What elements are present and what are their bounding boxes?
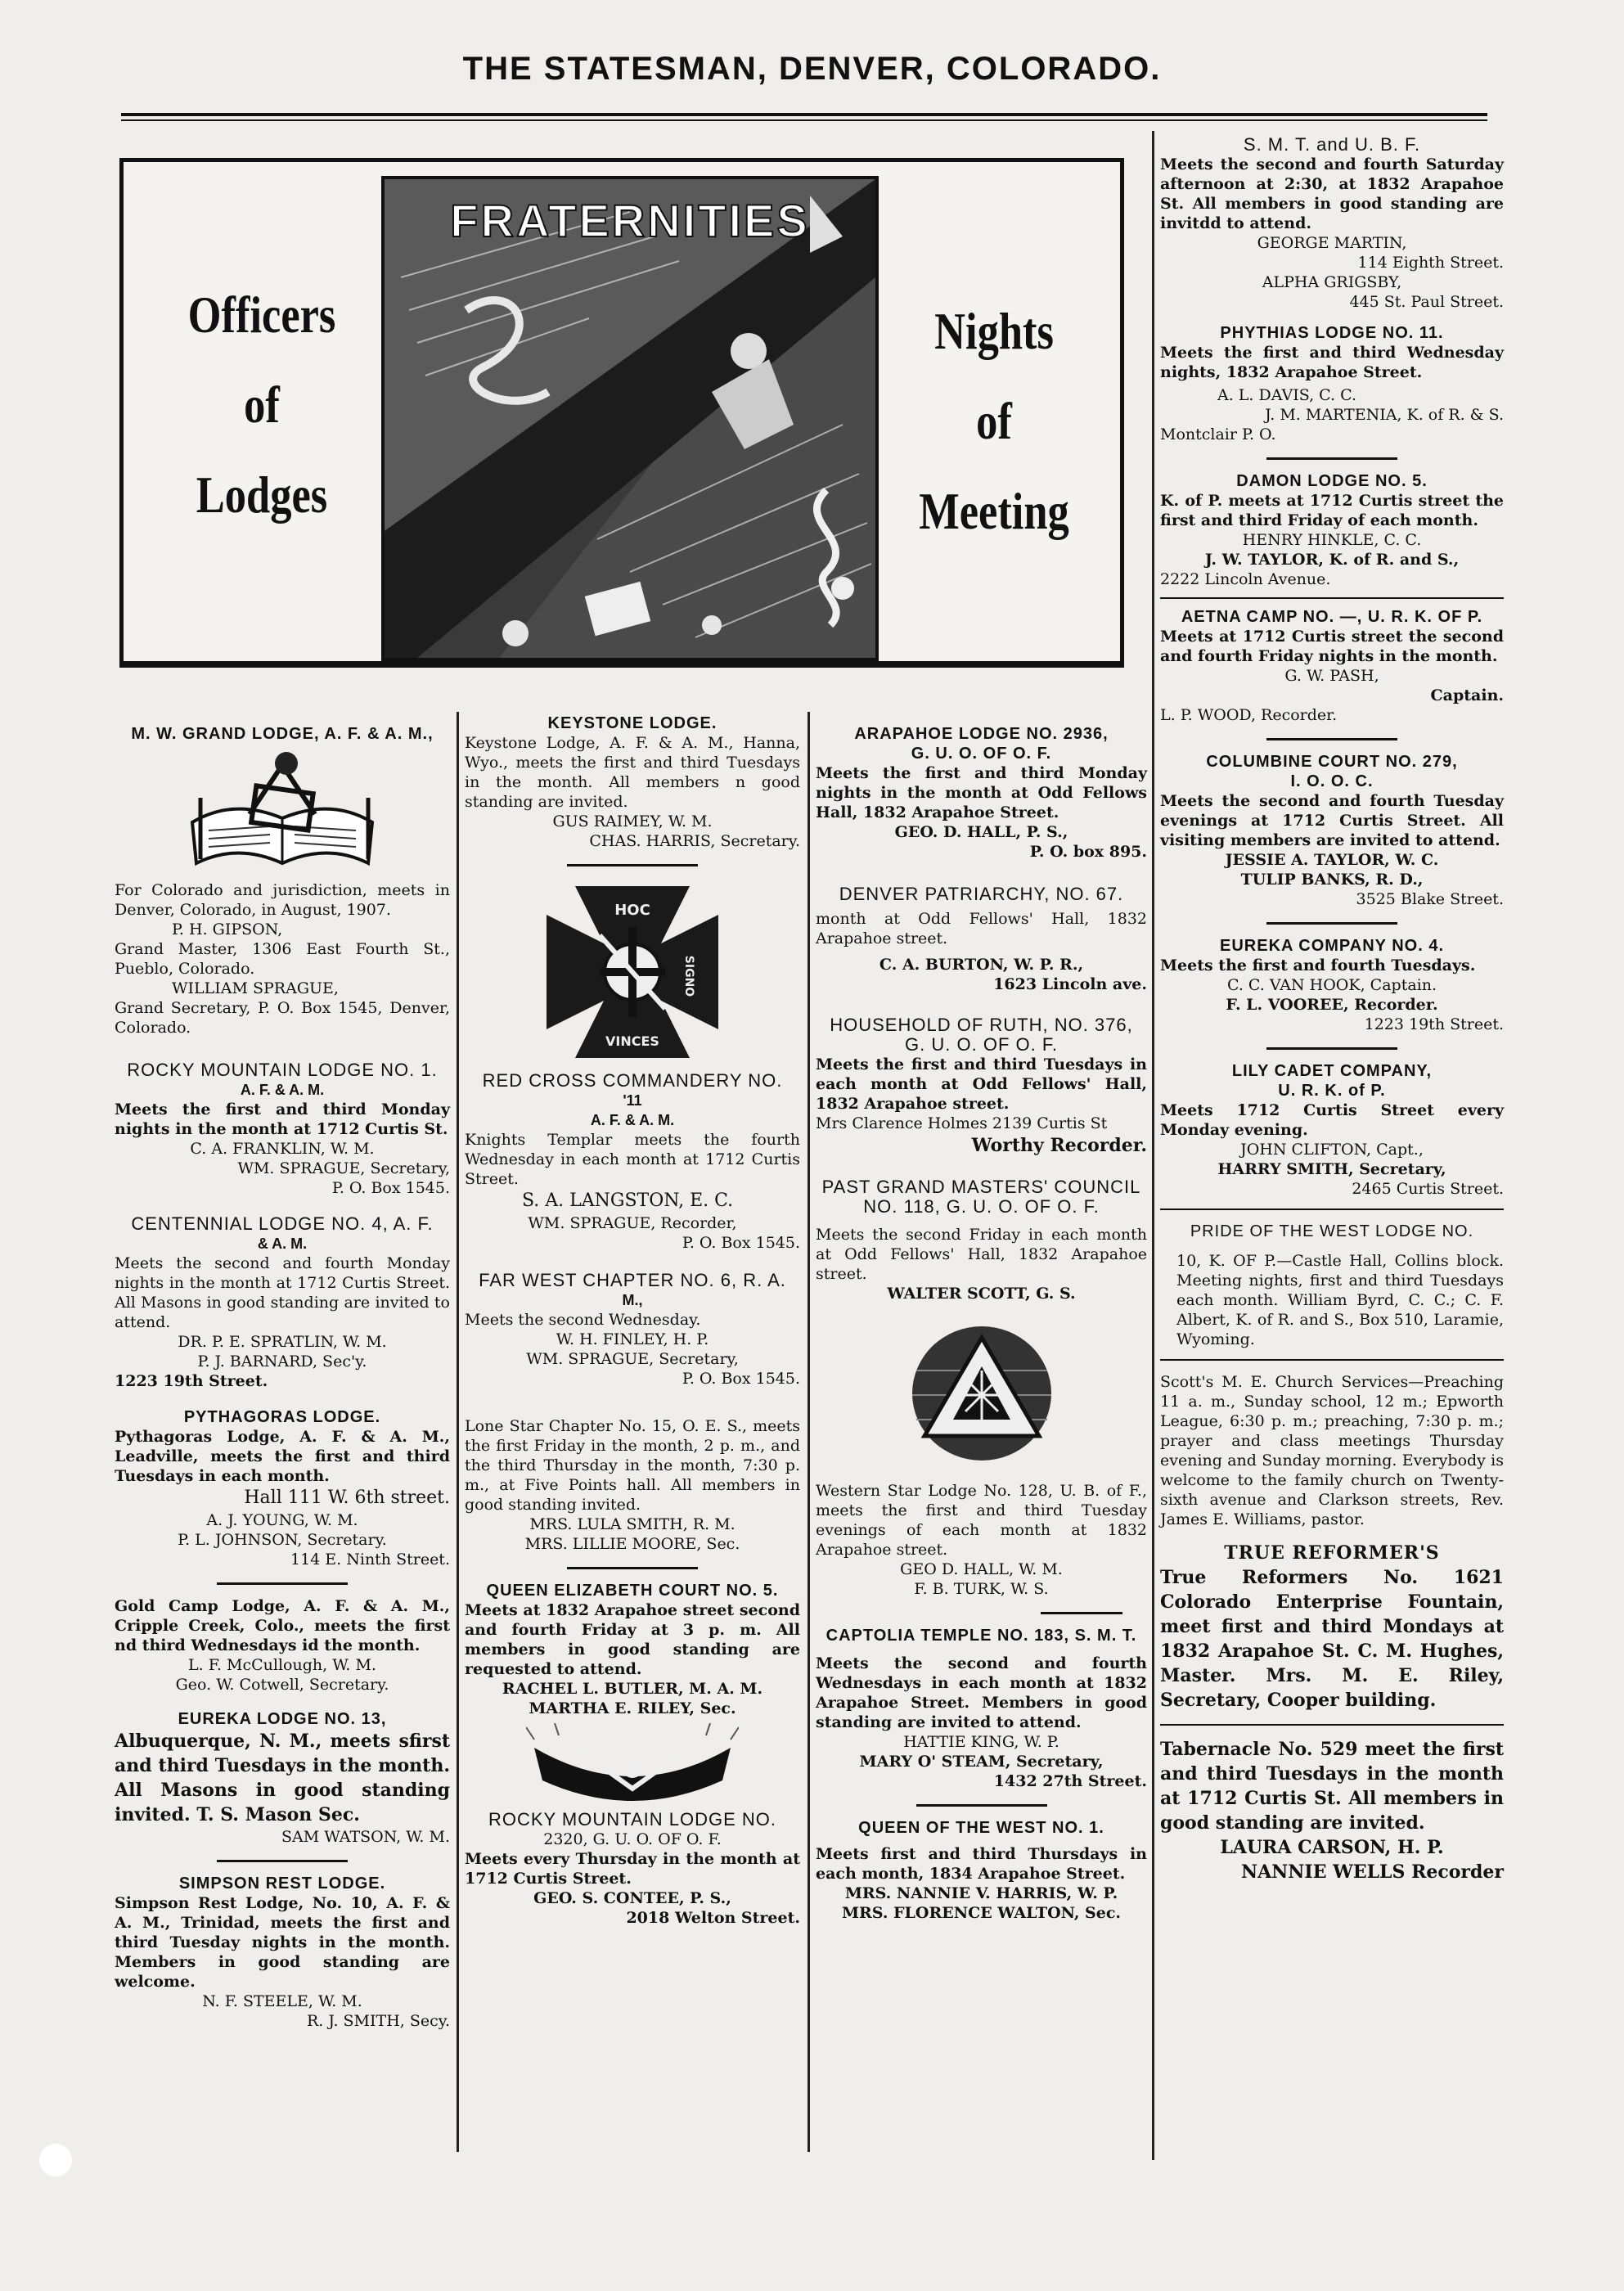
masthead: THE STATESMAN, DENVER, COLORADO. (462, 51, 1162, 87)
aetna-sig-3: L. P. WOOD, Recorder. (1160, 706, 1338, 724)
column-2 (465, 713, 800, 1928)
banner-left-line-2: of (244, 376, 280, 434)
eureka-lodge-body: Albuquerque, N. M., meets sfirst and third Tuesdays in the month. All Masons in good standing invited. T. S. Mason Sec. (115, 1731, 450, 1825)
pythagoras-sig-4: 114 E. Ninth Street. (290, 1551, 450, 1569)
separator (1266, 1047, 1397, 1050)
emblem-top-text: HOC (614, 902, 650, 919)
rocky-mountain-sig-1: C. A. FRANKLIN, W. M. (190, 1140, 375, 1158)
columbine-sig-1: JESSIE A. TAYLOR, W. C. (1225, 851, 1439, 869)
section-rule (1160, 597, 1504, 599)
red-cross-sig-3: P. O. Box 1545. (682, 1234, 800, 1252)
damon-sig-2: J. W. TAYLOR, K. of R. and S., (1204, 551, 1460, 569)
rocky-mountain-sub: A. F. & A. M. (240, 1082, 325, 1098)
phythias-title: PHYTHIAS LODGE NO. 11. (1220, 324, 1444, 342)
column-3 (816, 724, 1147, 1923)
separator (567, 864, 698, 866)
simpson-rest-sig-2: R. J. SMITH, Secy. (306, 2012, 450, 2030)
lily-cadet-sig-1: JOHN CLIFTON, Capt., (1240, 1141, 1424, 1159)
section-rule (1160, 1359, 1504, 1361)
centennial-sig-3: 1223 19th Street. (115, 1372, 268, 1390)
pythagoras-sig-2: A. J. YOUNG, W. M. (206, 1511, 358, 1529)
aetna-sig-2: Captain. (1430, 686, 1504, 704)
rocky-mountain-2-title: ROCKY MOUNTAIN LODGE NO. (488, 1809, 776, 1830)
centennial-body: Meets the second and fourth Monday nights in the month at 1712 Curtis Street. All Masons in good standing are invited to attend. (115, 1254, 450, 1331)
far-west-title: FAR WEST CHAPTER NO. 6, R. A. (479, 1270, 786, 1290)
lone-star-body: Lone Star Chapter No. 15, O. E. S., meets the first Friday in the month, 2 p. m., and the third Thursday in the month, 7:30 p. m., at Five Points hall. All members in good standing invited. (465, 1417, 800, 1514)
pythagoras-sig-1: Hall 111 W. 6th street. (244, 1488, 450, 1508)
queen-of-the-west-sig-1: MRS. NANNIE V. HARRIS, W. P. (844, 1884, 1118, 1902)
keystone-sig-1: GUS RAIMEY, W. M. (552, 812, 713, 830)
grand-secretary-name: WILLIAM SPRAGUE, (172, 979, 339, 997)
simpson-rest-title: SIMPSON REST LODGE. (178, 1875, 386, 1893)
grand-secretary-address: Grand Secretary, P. O. Box 1545, Denver, Colorado. (115, 999, 450, 1037)
rocky-mountain-2-body: Meets every Thursday in the month at 1712 Curtis Street. (465, 1850, 800, 1888)
far-west-body: Meets the second Wednesday. (465, 1311, 701, 1329)
red-cross-sig-1: S. A. LANGSTON, E. C. (522, 1191, 734, 1211)
eureka-company-title: EUREKA COMPANY NO. 4. (1220, 937, 1444, 955)
centennial-title: CENTENNIAL LODGE NO. 4, A. F. (131, 1213, 434, 1234)
banner-left-line-1: Officers (187, 286, 336, 344)
separator (1266, 922, 1397, 925)
crossed-emblem-icon (526, 1723, 739, 1805)
western-star-sig-1: GEO D. HALL, W. M. (900, 1560, 1063, 1578)
arapahoe-body: Meets the first and third Monday nights in the month at Odd Fellows Hall, 1832 Arapahoe Street. (816, 764, 1147, 821)
smt-body: Meets the second and fourth Saturday afternoon at 2:30, at 1832 Arapahoe St. All members in good standing are invitdd to attend. (1160, 155, 1504, 232)
columbine-title: COLUMBINE COURT NO. 279, (1206, 753, 1458, 771)
pride-of-the-west-body: 10, K. OF P.—Castle Hall, Collins block. Meeting nights, first and third Tuesdays each month. William Byrd, C. C.; C. F. Albert, K. of R. and S., Box 510, Laramie, Wyoming. (1176, 1252, 1504, 1348)
separator (1041, 1612, 1122, 1614)
household-of-ruth-title: HOUSEHOLD OF RUTH, NO. 376, (830, 1015, 1133, 1035)
past-grand-masters-title: PAST GRAND MASTERS' COUNCIL (821, 1177, 1141, 1197)
captolia-title: CAPTOLIA TEMPLE NO. 183, S. M. T. (825, 1627, 1137, 1645)
rocky-mountain-2-sub: 2320, G. U. O. OF O. F. (543, 1830, 722, 1848)
separator (916, 1804, 1047, 1807)
rocky-mountain-sig-2: WM. SPRAGUE, Secretary, (237, 1159, 450, 1177)
far-west-sig-3: P. O. Box 1545. (682, 1370, 800, 1388)
pythagoras-body: Pythagoras Lodge, A. F. & A. M., Leadville, meets the first and third Tuesdays in each month. (115, 1428, 450, 1485)
gold-camp-sig-1: L. F. McCullough, W. M. (188, 1656, 376, 1674)
captolia-sig-2: MARY O' STEAM, Secretary, (859, 1753, 1104, 1771)
pythagoras-title: PYTHAGORAS LODGE. (183, 1408, 381, 1426)
queen-of-the-west-body: Meets first and third Thursdays in each month, 1834 Arapahoe Street. (816, 1845, 1147, 1883)
eureka-company-sig-1: C. C. VAN HOOK, Captain. (1226, 976, 1437, 994)
eureka-company-sig-3: 1223 19th Street. (1364, 1015, 1504, 1033)
keystone-title: KEYSTONE LODGE. (547, 714, 718, 732)
past-grand-masters-body: Meets the second Friday in each month at Odd Fellows' Hall, 1832 Arapahoe street. (816, 1226, 1147, 1283)
phythias-sig-2: J. M. MARTENIA, K. of R. & S. (1265, 406, 1504, 424)
past-grand-masters-sub: NO. 118, G. U. O. OF O. F. (863, 1196, 1100, 1217)
phythias-body: Meets the first and third Wednesday nights, 1832 Arapahoe Street. (1160, 344, 1504, 381)
centennial-sig-2: P. J. BARNARD, Sec'y. (197, 1353, 367, 1371)
grand-master-name: P. H. GIPSON, (172, 920, 283, 938)
smt-title: S. M. T. and U. B. F. (1243, 134, 1421, 155)
queen-of-the-west-sig-2: MRS. FLORENCE WALTON, Sec. (841, 1904, 1122, 1922)
red-cross-body: Knights Templar meets the fourth Wednesday in each month at 1712 Curtis Street. (465, 1131, 800, 1188)
denver-patriarchy-sig-1: C. A. BURTON, W. P. R., (879, 956, 1084, 974)
scotts-church-body: Scott's M. E. Church Services—Preaching 11 a. m., Sunday school, 12 m.; Epworth League, 6:30 p. m.; preaching, 7:30 p. m.; prayer and class meetings Thursday evening and Sunday morning. Everybody is welcome to the family church on Twenty-sixth avenue and Clarkson streets, Rev. James E. Williams, pastor. (1160, 1373, 1504, 1528)
captolia-sig-3: 1432 27th Street. (993, 1772, 1147, 1790)
true-reformers-title: TRUE REFORMER'S (1224, 1542, 1440, 1564)
tabernacle-body: Tabernacle No. 529 meet the first and third Tuesdays in the month at 1712 Curtis St. All members in good standing are invited. (1160, 1739, 1504, 1834)
true-reformers-body: True Reformers No. 1621 Colorado Enterprise Fountain, meet first and third Mondays at 1832 Arapahoe St. C. M. Hughes, Master. Mrs. M. E. Riley, Secretary, Cooper building. (1160, 1567, 1504, 1711)
arapahoe-title: ARAPAHOE LODGE NO. 2936, (854, 725, 1109, 743)
aetna-title: AETNA CAMP NO. —, U. R. K. OF P. (1181, 608, 1483, 626)
smt-sig-4: 445 St. Paul Street. (1349, 293, 1504, 311)
column-1 (115, 724, 450, 2031)
simpson-rest-body: Simpson Rest Lodge, No. 10, A. F. & A. M., Trinidad, meets the first and third Tuesday nights in the month. Members in good standing are welcome. (115, 1894, 450, 1991)
gold-camp-body: Gold Camp Lodge, A. F. & A. M., Cripple Creek, Colo., meets the first nd third Wednesdays id the month. (115, 1597, 450, 1654)
arapahoe-sub: G. U. O. OF O. F. (911, 745, 1052, 763)
captolia-sig-1: HATTIE KING, W. P. (903, 1733, 1059, 1751)
arapahoe-sig-1: GEO. D. HALL, P. S., (894, 823, 1068, 841)
banner-left-panel (161, 270, 362, 540)
household-of-ruth-sig-2: Worthy Recorder. (971, 1135, 1147, 1156)
household-of-ruth-sub: G. U. O. OF O. F. (905, 1034, 1058, 1055)
damon-sig-1: HENRY HINKLE, C. C. (1242, 531, 1422, 549)
western-star-sig-2: F. B. TURK, W. S. (914, 1580, 1049, 1598)
columbine-body: Meets the second and fourth Tuesday evenings at 1712 Curtis Street. All visiting members are invited to attend. (1160, 792, 1504, 849)
lone-star-sig-2: MRS. LILLIE MOORE, Sec. (524, 1535, 740, 1553)
far-west-sig-2: WM. SPRAGUE, Secretary, (526, 1350, 739, 1368)
damon-sig-3: 2222 Lincoln Avenue. (1160, 570, 1331, 588)
separator (1266, 457, 1397, 460)
masthead-rule-bottom (121, 119, 1487, 121)
gold-camp-sig-2: Geo. W. Cotwell, Secretary. (175, 1676, 389, 1694)
keystone-sig-2: CHAS. HARRIS, Secretary. (589, 832, 800, 850)
maltese-cross-emblem-icon (542, 878, 722, 1066)
tabernacle-sig-1: LAURA CARSON, H. P. (1220, 1837, 1444, 1858)
lily-cadet-body: Meets 1712 Curtis Street every Monday evening. (1160, 1101, 1504, 1139)
banner-right-panel (893, 286, 1095, 556)
columbine-sub: I. O. O. C. (1290, 772, 1374, 790)
keystone-body: Keystone Lodge, A. F. & A. M., Hanna, Wyo., meets the first and third Tuesdays in the month. All members n good standing are invited. (465, 734, 800, 811)
banner-underline (119, 664, 1124, 668)
phythias-sig-1: A. L. DAVIS, C. C. (1217, 386, 1356, 404)
fraternities-engraving (385, 179, 875, 658)
separator (1266, 738, 1397, 740)
lily-cadet-sub: U. R. K. of P. (1278, 1082, 1386, 1100)
grand-lodge-body: For Colorado and jurisdiction, meets in Denver, Colorado, in August, 1907. (115, 881, 450, 919)
queen-elizabeth-title: QUEEN ELIZABETH COURT NO. 5. (486, 1582, 779, 1600)
eureka-company-body: Meets the first and fourth Tuesdays. (1160, 956, 1476, 974)
lone-star-sig-1: MRS. LULA SMITH, R. M. (529, 1515, 736, 1533)
past-grand-masters-sig-1: WALTER SCOTT, G. S. (887, 1285, 1076, 1303)
lily-cadet-title: LILY CADET COMPANY, (1231, 1062, 1433, 1080)
red-cross-title: RED CROSS COMMANDERY NO. (482, 1070, 783, 1091)
binding-hole (39, 2144, 72, 2176)
section-rule (1160, 1209, 1504, 1210)
masthead-rule-top (121, 113, 1487, 116)
grand-lodge-title: M. W. GRAND LODGE, A. F. & A. M., (131, 725, 434, 743)
simpson-rest-sig-1: N. F. STEELE, W. M. (202, 1992, 362, 2010)
rocky-mountain-sig-3: P. O. Box 1545. (331, 1179, 450, 1197)
red-cross-sub-1: '11 (623, 1092, 642, 1109)
aetna-body: Meets at 1712 Curtis street the second and fourth Friday nights in the month. (1160, 628, 1504, 665)
banner-right-line-1: Nights (934, 302, 1054, 360)
banner-left-line-3: Lodges (196, 466, 328, 524)
western-star-body: Western Star Lodge No. 128, U. B. of F., meets the first and third Tuesday evenings of each month at 1832 Arapahoe street. (816, 1482, 1147, 1559)
columbine-sig-2: TULIP BANKS, R. D., (1240, 871, 1424, 889)
far-west-sig-1: W. H. FINLEY, H. P. (556, 1330, 709, 1348)
queen-elizabeth-sig-2: MARTHA E. RILEY, Sec. (529, 1699, 736, 1717)
column-rule-2 (808, 712, 810, 2152)
lily-cadet-sig-3: 2465 Curtis Street. (1352, 1180, 1504, 1198)
far-west-sub: M., (622, 1292, 643, 1308)
lily-cadet-sig-2: HARRY SMITH, Secretary, (1217, 1160, 1446, 1178)
denver-patriarchy-body: month at Odd Fellows' Hall, 1832 Arapahoe street. (816, 910, 1147, 947)
damon-body: K. of P. meets at 1712 Curtis street the first and third Friday of each month. (1160, 492, 1504, 529)
rocky-mountain-2-sig-1: GEO. S. CONTEE, P. S., (533, 1889, 731, 1907)
separator (217, 1582, 348, 1585)
queen-elizabeth-sig-1: RACHEL L. BUTLER, M. A. M. (502, 1680, 763, 1698)
grand-master-address: Grand Master, 1306 East Fourth St., Pueblo, Colorado. (115, 940, 450, 978)
red-cross-sub-2: A. F. & A. M. (590, 1112, 675, 1128)
smt-sig-1: GEORGE MARTIN, (1257, 234, 1407, 252)
column-rule-3 (1152, 131, 1154, 2160)
smt-sig-3: ALPHA GRIGSBY, (1262, 273, 1402, 291)
household-of-ruth-body: Meets the first and third Tuesdays in each month at Odd Fellows' Hall, 1832 Arapahoe street. (816, 1055, 1147, 1113)
queen-of-the-west-title: QUEEN OF THE WEST NO. 1. (858, 1819, 1104, 1837)
separator (567, 1567, 698, 1569)
pride-of-the-west-title: PRIDE OF THE WEST LODGE NO. (1190, 1222, 1474, 1240)
fraternities-illustration (381, 176, 879, 661)
pythagoras-sig-3: P. L. JOHNSON, Secretary. (178, 1531, 387, 1549)
centennial-sub: & A. M. (257, 1236, 308, 1252)
smt-sig-2: 114 Eighth Street. (1357, 254, 1504, 272)
arapahoe-sig-2: P. O. box 895. (1029, 843, 1147, 861)
section-rule (1160, 1724, 1504, 1726)
banner-right-line-3: Meeting (919, 482, 1069, 540)
eureka-company-sig-2: F. L. VOOREE, Recorder. (1226, 996, 1438, 1014)
column-rule-1 (457, 712, 459, 2152)
aetna-sig-1: G. W. PASH, (1284, 667, 1379, 685)
queen-elizabeth-body: Meets at 1832 Arapahoe street second and fourth Friday at 3 p. m. All members in good standing are requested to attend. (465, 1601, 800, 1678)
tabernacle-sig-2: NANNIE WELLS Recorder (1241, 1861, 1504, 1883)
denver-patriarchy-title: DENVER PATRIARCHY, NO. 67. (839, 884, 1124, 904)
triangle-star-emblem-icon (908, 1321, 1055, 1465)
household-of-ruth-sig-1: Mrs Clarence Holmes 2139 Curtis St (816, 1114, 1108, 1132)
emblem-side-text: SIGNO (682, 955, 695, 997)
red-cross-sig-2: WM. SPRAGUE, Recorder, (528, 1214, 737, 1232)
phythias-sig-3: Montclair P. O. (1160, 425, 1276, 443)
fraternities-title: FRATERNITIES (450, 195, 810, 246)
emblem-bottom-text: VINCES (605, 1033, 659, 1049)
centennial-sig-1: DR. P. E. SPRATLIN, W. M. (178, 1333, 387, 1351)
open-bible-emblem-icon (184, 749, 380, 875)
eureka-lodge-title: EUREKA LODGE NO. 13, (178, 1710, 387, 1728)
columbine-sig-3: 3525 Blake Street. (1356, 890, 1504, 908)
rocky-mountain-body: Meets the first and third Monday nights in the month at 1712 Curtis St. (115, 1100, 450, 1138)
denver-patriarchy-sig-2: 1623 Lincoln ave. (993, 975, 1147, 993)
eureka-lodge-sig-1: SAM WATSON, W. M. (281, 1828, 450, 1846)
rocky-mountain-2-sig-2: 2018 Welton Street. (626, 1909, 800, 1927)
separator (217, 1860, 348, 1862)
rocky-mountain-title: ROCKY MOUNTAIN LODGE NO. 1. (127, 1060, 438, 1080)
banner-right-line-2: of (976, 392, 1012, 450)
damon-title: DAMON LODGE NO. 5. (1236, 472, 1428, 490)
column-4 (1160, 135, 1504, 1884)
captolia-body: Meets the second and fourth Wednesdays in each month at 1832 Arapahoe Street. Members in good standing are invited to attend. (816, 1654, 1147, 1731)
